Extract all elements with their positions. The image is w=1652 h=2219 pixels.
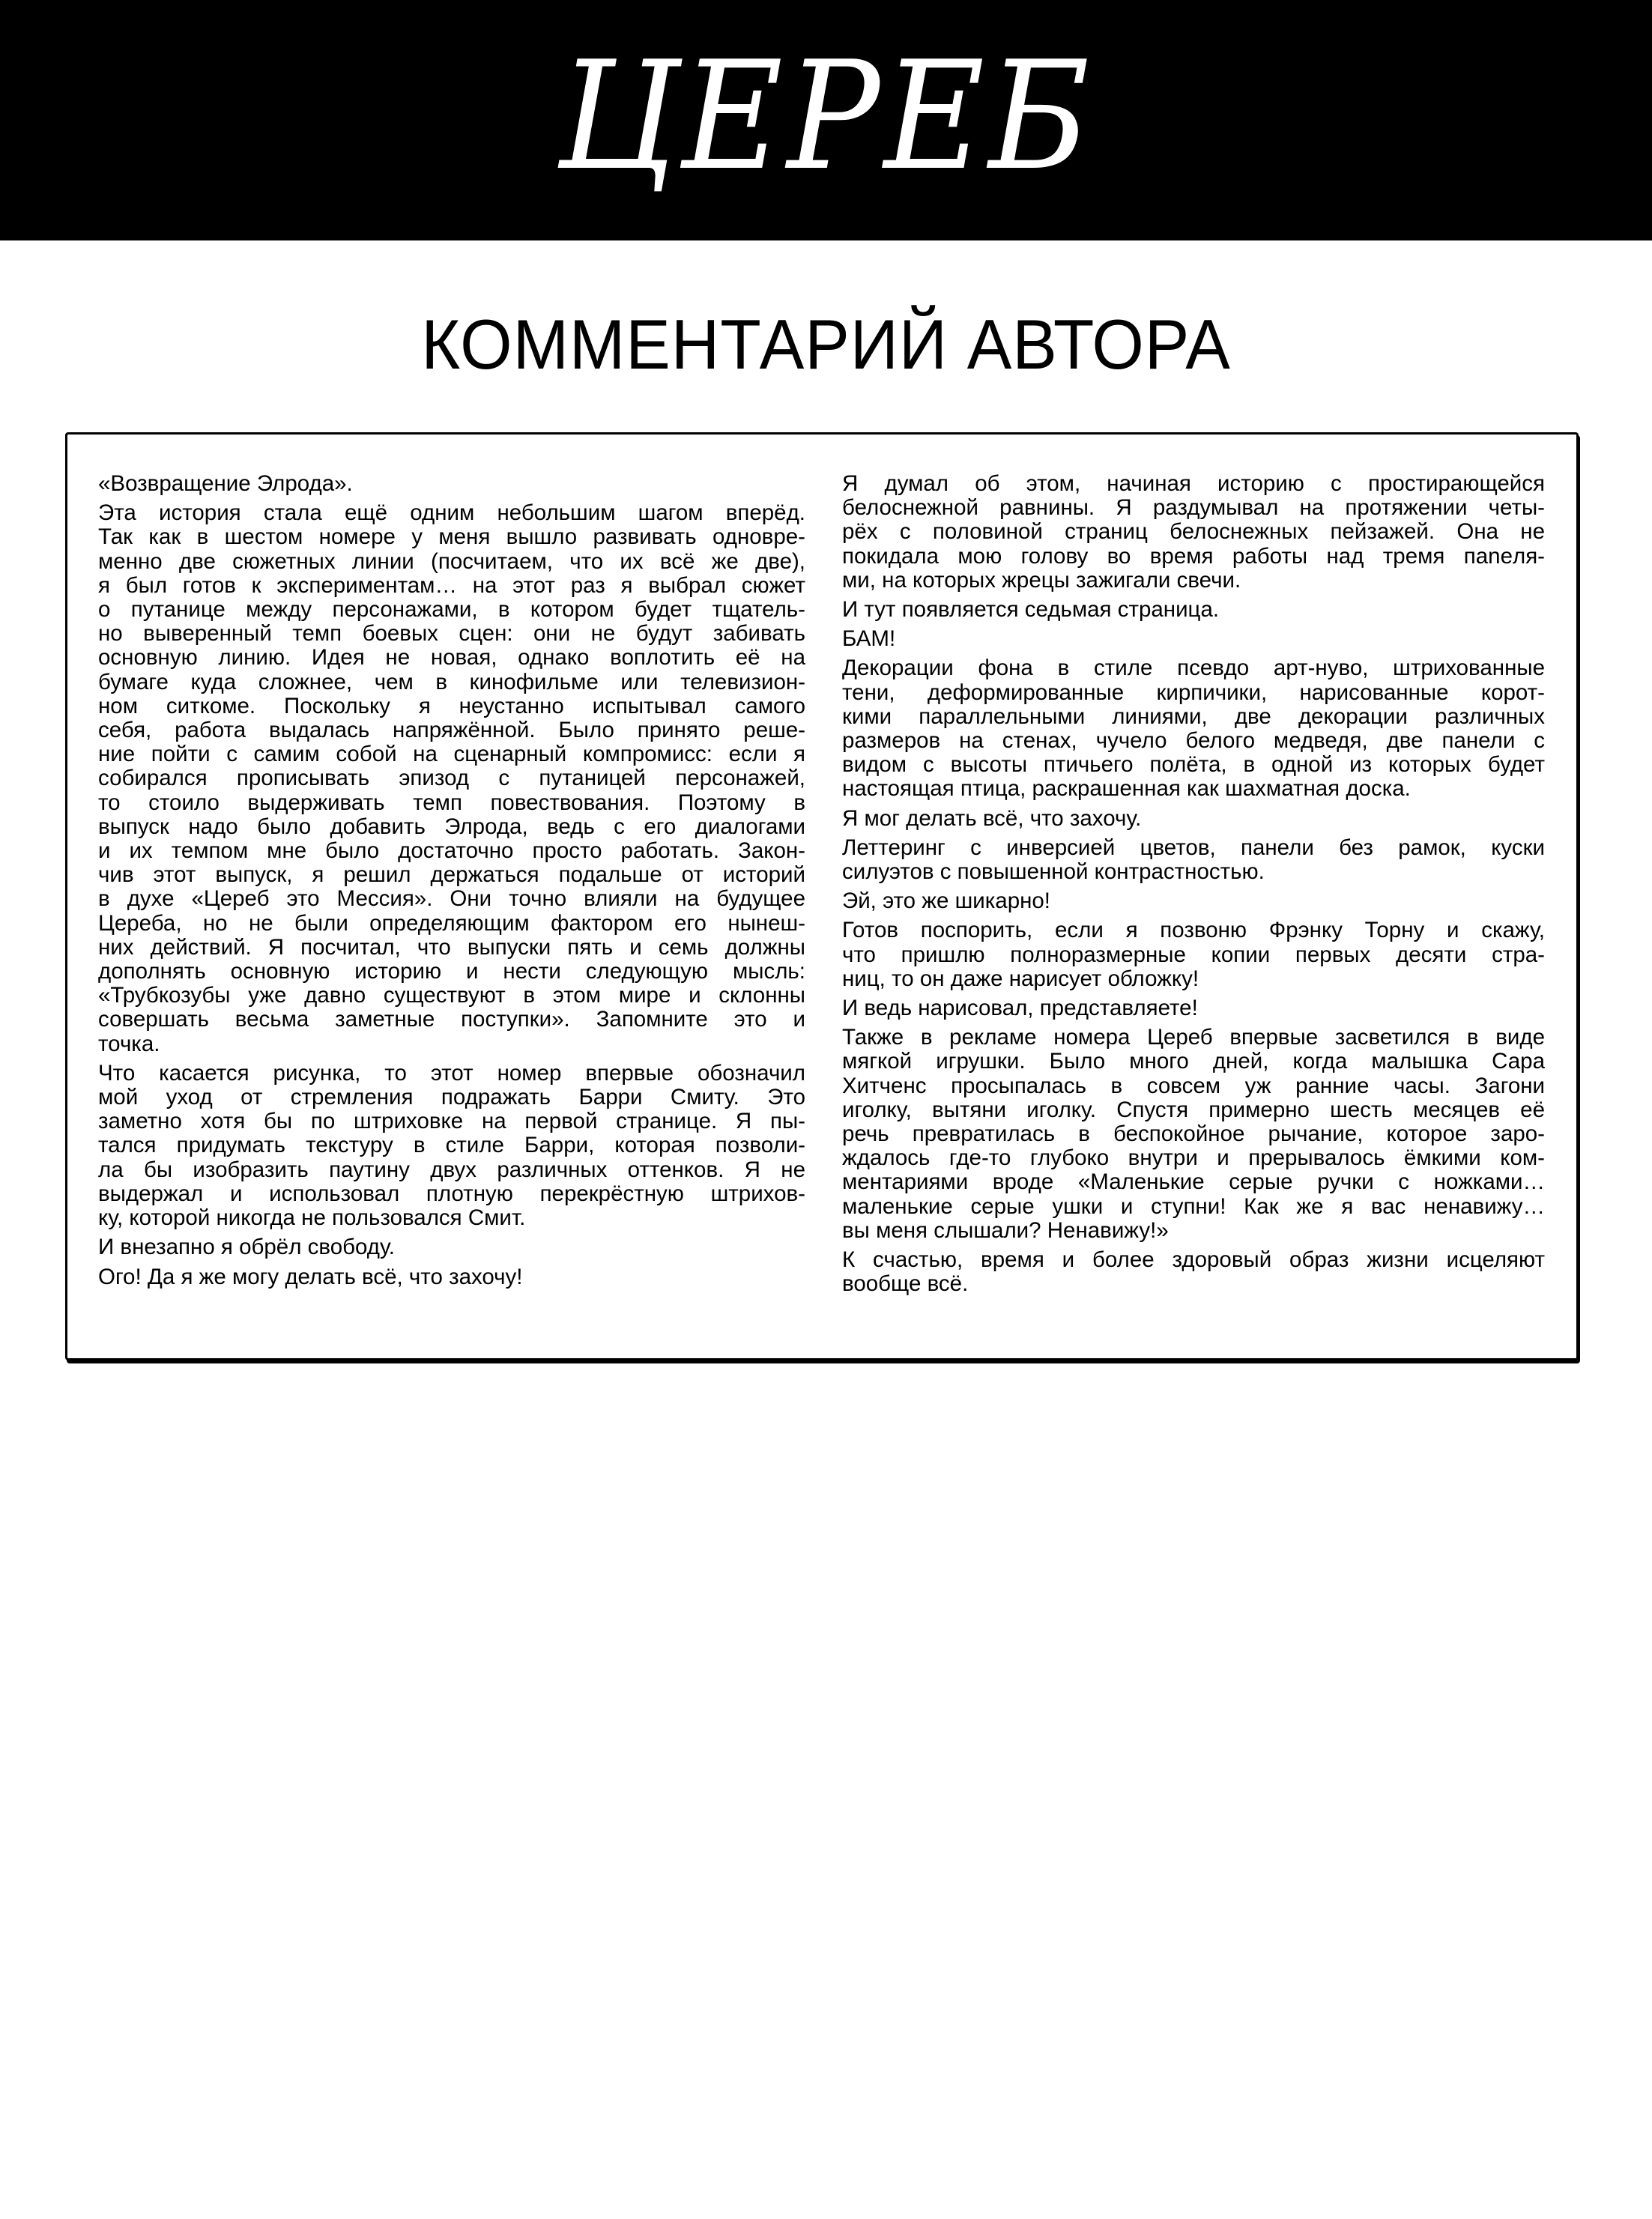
paragraph [842,598,1545,622]
text-line: них действий. Я посчитал, что выпуски пять и семь должны [98,934,805,960]
text-line: заметно хотя бы по штриховке на первой странице. Я пы- [98,1109,805,1134]
text-line: вообще всё. [842,1271,969,1297]
paragraph [842,1026,1545,1243]
text-line: чив этот выпуск, я решил держаться подальше от историй [98,862,805,888]
text-line: силуэтов с повышенной контрастностью. [842,859,1265,885]
text-line: Декорации фона в стиле псевдо арт-нуво, штрихованные [842,656,1545,681]
text-line: в духе «Цереб это Мессия». Они точно влияли на будущее [98,886,805,912]
text-line: иголку, вытяни иголку. Спустя примерно шесть месяцев её [842,1097,1545,1122]
text-line: Ого! Да я же могу делать всё, что захочу! [98,1264,523,1289]
text-line: точка. [98,1031,160,1056]
text-line: бумаге куда сложнее, чем в кинофильме или телевизион- [98,669,805,694]
paragraph [842,472,1545,593]
text-line: Также в рекламе номера Цереб впервые засветился в виде [842,1025,1545,1050]
text-line: Леттеринг с инверсией цветов, панели без рамок, куски [842,835,1545,860]
paragraph [98,1062,805,1230]
commentary-box [65,432,1579,1360]
text-line: рёх с половиной страниц белоснежных пейзажей. Она не [842,519,1545,545]
text-line: собирался прописывать эпизод с путаницей персонажей, [98,766,805,791]
paragraph [842,889,1545,913]
text-line: Цереба, но не были определяющим фактором его нынеш- [98,910,805,936]
text-line: ном ситкоме. Поскольку я неустанно испытывал самого [98,693,805,718]
text-line: основную линию. Идея не новая, однако воплотить её на [98,645,805,670]
paragraph [842,627,1545,651]
paragraph [842,807,1545,831]
text-line: Готов поспорить, если я позвоню Фрэнку Торну и скажу, [842,918,1545,943]
paragraph [842,836,1545,884]
text-line: ку, которой никогда не пользовался Смит. [98,1205,526,1231]
paragraph [98,1235,805,1259]
text-line: Что касается рисунка, то этот номер впервые обозначил [98,1060,805,1086]
masthead [0,0,1652,240]
paragraph [98,501,805,1056]
text-line: Так как в шестом номере у меня вышло развивать одновре- [98,524,805,550]
paragraph [842,996,1545,1020]
text-line: тени, деформированные кирпичики, нарисованные корот- [842,679,1545,705]
text-line: мягкой игрушки. Было много дней, когда малышка Сара [842,1049,1545,1074]
text-line: речь превратилась в беспокойное рычание, которое заро- [842,1121,1545,1147]
text-line: «Возвращение Элрода». [98,471,353,496]
text-line: ла бы изобразить паутину двух различных оттенков. Я не [98,1157,805,1182]
text-line: о путанице между персонажами, в котором будет тщатель- [98,597,805,623]
text-line: И тут появляется седьмая страница. [842,597,1220,623]
text-line: Я мог делать всё, что захочу. [842,805,1142,831]
text-line: вы меня слышали? Ненавижу!» [842,1217,1169,1243]
text-line: я был готов к экспериментам… на этот раз я выбрал сюжет [98,572,805,598]
text-line: то стоило выдерживать темп повествования. Поэтому в [98,790,805,815]
text-line: И внезапно я обрёл свободу. [98,1235,395,1260]
text-line: ждалось где-то глубоко внутри и прерывалось ёмкими ком- [842,1145,1545,1171]
page-title: КОММЕНТАРИЙ АВТОРА [421,305,1231,384]
text-line: кими параллельными линиями, две декорации различных [842,703,1545,729]
text-line: белоснежной равнины. Я раздумывал на протяжении четы- [842,495,1545,521]
text-line: ниц, то он даже нарисует обложку! [842,966,1199,991]
text-line: Эта история стала ещё одним небольшим шагом вперёд. [98,500,805,526]
text-line: И ведь нарисовал, представляете! [842,996,1198,1021]
text-line: видом с высоты птичьего полёта, в одной из которых будет [842,752,1545,778]
paragraph [842,656,1545,801]
text-line: покидала мою голову во время работы над тремя паneля- [842,543,1545,569]
text-line: выпуск надо было добавить Элрода, ведь с его диалогами [98,814,805,839]
logo: ЦЕРЕБ [557,28,1095,204]
text-line: мой уход от стремления подражать Барри Смиту. Это [98,1085,805,1110]
text-line: БАМ! [842,626,896,652]
text-line: Хитченс просыпалась в совсем уж ранние часы. Загони [842,1073,1545,1098]
paragraph [842,918,1545,991]
text-line: ние пойти с самим собой на сценарный компромисс: если я [98,742,805,767]
text-line: «Трубкозубы уже давно существуют в этом мире и склонны [98,983,805,1008]
paragraph [842,1248,1545,1296]
text-line: менно две сюжетных линии (посчитаем, что их всё же две), [98,548,805,574]
text-line: но выверенный темп боевых сцен: они не будут забивать [98,621,805,647]
text-line: что пришлю полноразмерные копии первых десяти стра- [842,942,1545,967]
text-line: ментариями вроде «Маленькие серые ручки с ножками… [842,1169,1545,1195]
text-line: дополнять основную историю и нести следующую мысль: [98,959,805,984]
text-line: себя, работа выдалась напряжённой. Было принято реше- [98,718,805,743]
text-line: маленькие серые ушки и ступни! Как же я вас ненавижу… [842,1193,1545,1219]
text-line: выдержал и использовал плотную перекрёстную штрихов- [98,1181,805,1206]
text-line: Я думал об этом, начиная историю с простирающейся [842,471,1545,496]
text-line: размеров на стенах, чучело белого медведя, две панели с [842,728,1545,754]
paragraph [98,472,805,496]
text-line: ми, на которых жрецы зажигали свечи. [842,567,1241,593]
right-column [842,472,1545,1302]
text-line: и их темпом мне было достаточно просто работать. Закон- [98,838,805,864]
left-column [98,472,805,1295]
text-line: К счастью, время и более здоровый образ жизни исцеляют [842,1247,1545,1273]
text-line: совершать весьма заметные поступки». Запомните это и [98,1007,805,1032]
text-line: Эй, это же шикарно! [842,888,1051,914]
text-line: тался придумать текстуру в стиле Барри, которая позволи- [98,1133,805,1158]
text-line: настоящая птица, раскрашенная как шахматная доска. [842,776,1411,802]
paragraph [98,1265,805,1289]
